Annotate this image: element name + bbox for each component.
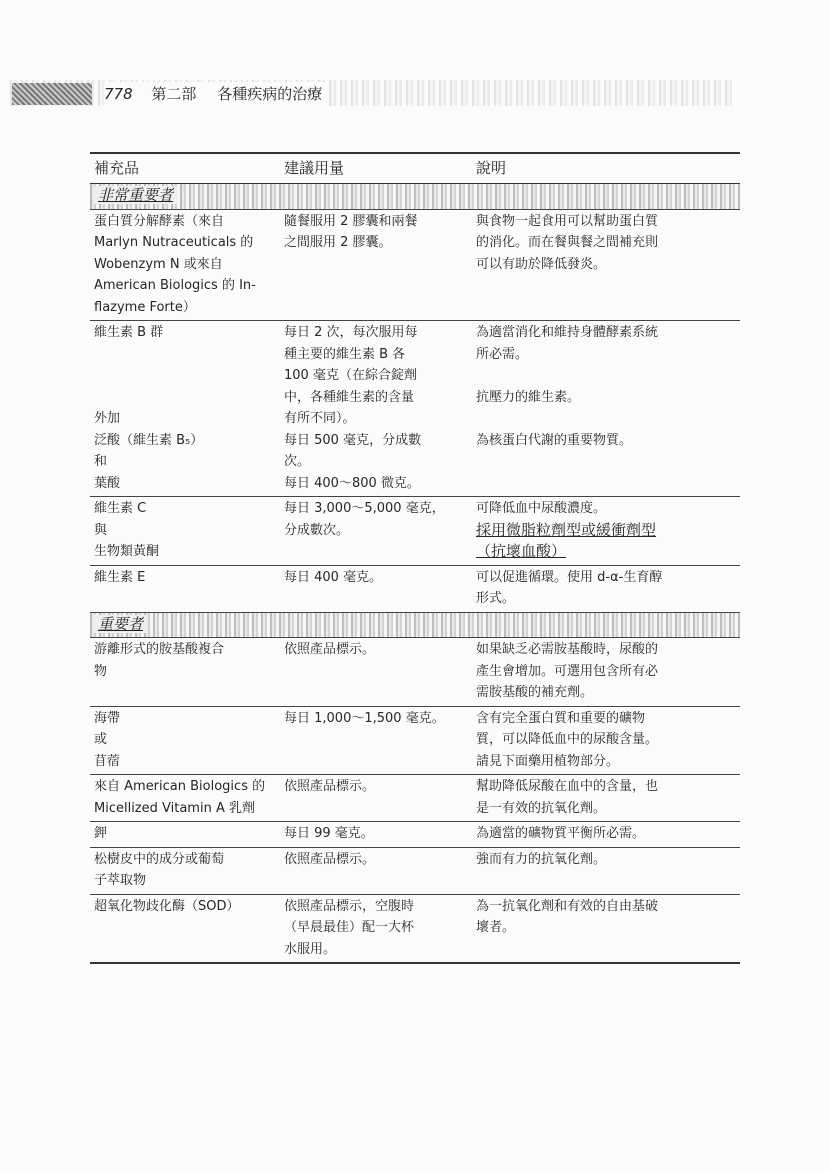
supplement-text: 子萃取物 — [94, 873, 147, 888]
notes-text: 為核蛋白代謝的重要物質。 — [476, 432, 633, 448]
dosage-text: （早晨最佳）配一大杯 — [284, 920, 415, 935]
col-header-notes: 說明 — [472, 153, 740, 184]
notes-text: 含有完全蛋白質和重要的礦物 — [476, 710, 646, 726]
notes-text: 的消化。而在餐與餐之間補充則 — [476, 235, 659, 250]
section-label: 非常重要者 — [94, 186, 177, 204]
supplement-text: 來自 American Biologics 的 — [94, 779, 266, 794]
dosage-text: 依照產品標示，空腹時 — [284, 898, 415, 914]
table-row — [90, 565, 740, 612]
notes-text: 可以有助於降低發炎。 — [476, 256, 607, 272]
supplement-text: 游離形式的胺基酸複合 — [94, 642, 225, 657]
section-label: 重要者 — [94, 615, 147, 633]
supplement-text: 或 — [94, 732, 108, 747]
handwritten-note: （抗壞血酸） — [476, 541, 567, 560]
supplement-text: 維生素 E — [94, 569, 146, 585]
dosage-text: 每日 500 毫克，分成數 — [284, 432, 422, 448]
supplement-text: 物 — [94, 663, 108, 679]
dosage-text: 次。 — [284, 454, 311, 469]
table-row — [90, 209, 740, 321]
notes-text: 產生會增加。可選用包含所有必 — [476, 663, 659, 679]
supplement-text: 生物類黃酮 — [94, 544, 160, 559]
supplement-text: 泛酸（維生素 B₅） — [94, 432, 204, 448]
dosage-text: 每日 3,000～5,000 毫克， — [284, 501, 445, 516]
notes-text: 所必需。 — [476, 346, 529, 362]
table-row — [90, 706, 740, 775]
dosage-text: 每日 1,000～1,500 毫克。 — [284, 710, 445, 726]
dosage-text: 每日 2 次，每次服用每 — [284, 325, 418, 340]
notes-text: 為一抗氧化劑和有效的自由基破 — [476, 898, 659, 914]
supplement-text: American Biologics 的 In- — [94, 278, 256, 293]
notes-text: 與食物一起食用可以幫助蛋白質 — [476, 213, 659, 229]
table-row — [90, 894, 740, 963]
handwritten-note: 採用微脂粒劑型或緩衝劑型 — [476, 520, 657, 539]
table-row — [90, 638, 740, 707]
dosage-text: 依照產品標示。 — [284, 642, 376, 657]
section-important — [90, 612, 740, 638]
table-row — [90, 847, 740, 894]
running-header — [104, 82, 328, 106]
supplement-text: 蛋白質分解酵素（來自 — [94, 213, 225, 229]
supplement-text: 與 — [94, 522, 108, 538]
supplement-text: 和 — [94, 454, 108, 469]
notes-text: 可以促進循環。使用 d-α-生育醇 — [476, 569, 663, 585]
supplement-table — [90, 152, 740, 964]
supplement-text: Wobenzym N 或來自 — [94, 256, 223, 272]
notes-text: 形式。 — [476, 591, 516, 606]
notes-text: 如果缺乏必需胺基酸時，尿酸的 — [476, 642, 659, 657]
chapter-title: 各種疾病的治療 — [217, 85, 323, 103]
notes-text: 質，可以降低血中的尿酸含量。 — [476, 732, 659, 747]
col-header-dosage: 建議用量 — [280, 153, 472, 184]
supplement-text: Marlyn Nutraceuticals 的 — [94, 235, 254, 250]
supplement-text: Micellized Vitamin A 乳劑 — [94, 800, 255, 816]
notes-text: 請見下面藥用植物部分。 — [476, 753, 620, 769]
col-header-supplement: 補充品 — [90, 153, 280, 184]
notes-text: 需胺基酸的補充劑。 — [476, 685, 594, 700]
dosage-text: 之間服用 2 膠囊。 — [284, 235, 392, 250]
table-header-row — [90, 153, 740, 184]
supplement-text: flazyme Forte） — [94, 299, 196, 315]
dosage-text: 依照產品標示。 — [284, 779, 376, 794]
dosage-text: 分成數次。 — [284, 522, 350, 538]
table-row — [90, 321, 740, 497]
notes-text: 壞者。 — [476, 920, 516, 935]
dosage-text: 每日 99 毫克。 — [284, 826, 374, 841]
dosage-text: 每日 400 毫克。 — [284, 569, 383, 585]
dosage-text: 每日 400～800 微克。 — [284, 475, 420, 491]
dosage-text: 種主要的維生素 B 各 — [284, 346, 406, 362]
dosage-text: 隨餐服用 2 膠囊和兩餐 — [284, 213, 418, 229]
dosage-text: 有所不同）。 — [284, 411, 356, 426]
supplement-text: 超氧化物歧化酶（SOD） — [94, 898, 240, 914]
supplement-text: 外加 — [94, 411, 121, 426]
supplement-text: 海帶 — [94, 710, 121, 726]
table-row — [90, 775, 740, 822]
supplement-text: 鉀 — [94, 826, 108, 841]
notes-text: 抗壓力的維生素。 — [476, 389, 581, 405]
part-label: 第二部 — [151, 85, 197, 103]
supplement-text: 松樹皮中的成分或葡萄 — [94, 851, 225, 867]
notes-text: 可降低血中尿酸濃度。 — [476, 501, 607, 516]
table-row — [90, 822, 740, 848]
dosage-text: 依照產品標示。 — [284, 851, 376, 867]
dosage-text: 100 毫克（在綜合錠劑 — [284, 368, 417, 383]
notes-text: 為適當消化和維持身體酵素系統 — [476, 325, 659, 340]
dosage-text: 水服用。 — [284, 941, 337, 957]
supplement-text: 維生素 B 群 — [94, 325, 164, 340]
table-row — [90, 497, 740, 566]
notes-text: 為適當的礦物質平衡所必需。 — [476, 826, 646, 841]
supplement-text: 維生素 C — [94, 501, 147, 516]
dosage-text: 中，各種維生素的含量 — [284, 389, 415, 405]
supplement-text: 苜蓿 — [94, 753, 121, 769]
supplement-text: 葉酸 — [94, 475, 121, 491]
section-very-important — [90, 184, 740, 210]
notes-text: 是一有效的抗氧化劑。 — [476, 800, 607, 816]
notes-text: 強而有力的抗氧化劑。 — [476, 851, 607, 867]
page-number: 778 — [104, 85, 133, 103]
notes-text: 幫助降低尿酸在血中的含量，也 — [476, 779, 659, 794]
header-marker — [12, 83, 92, 105]
